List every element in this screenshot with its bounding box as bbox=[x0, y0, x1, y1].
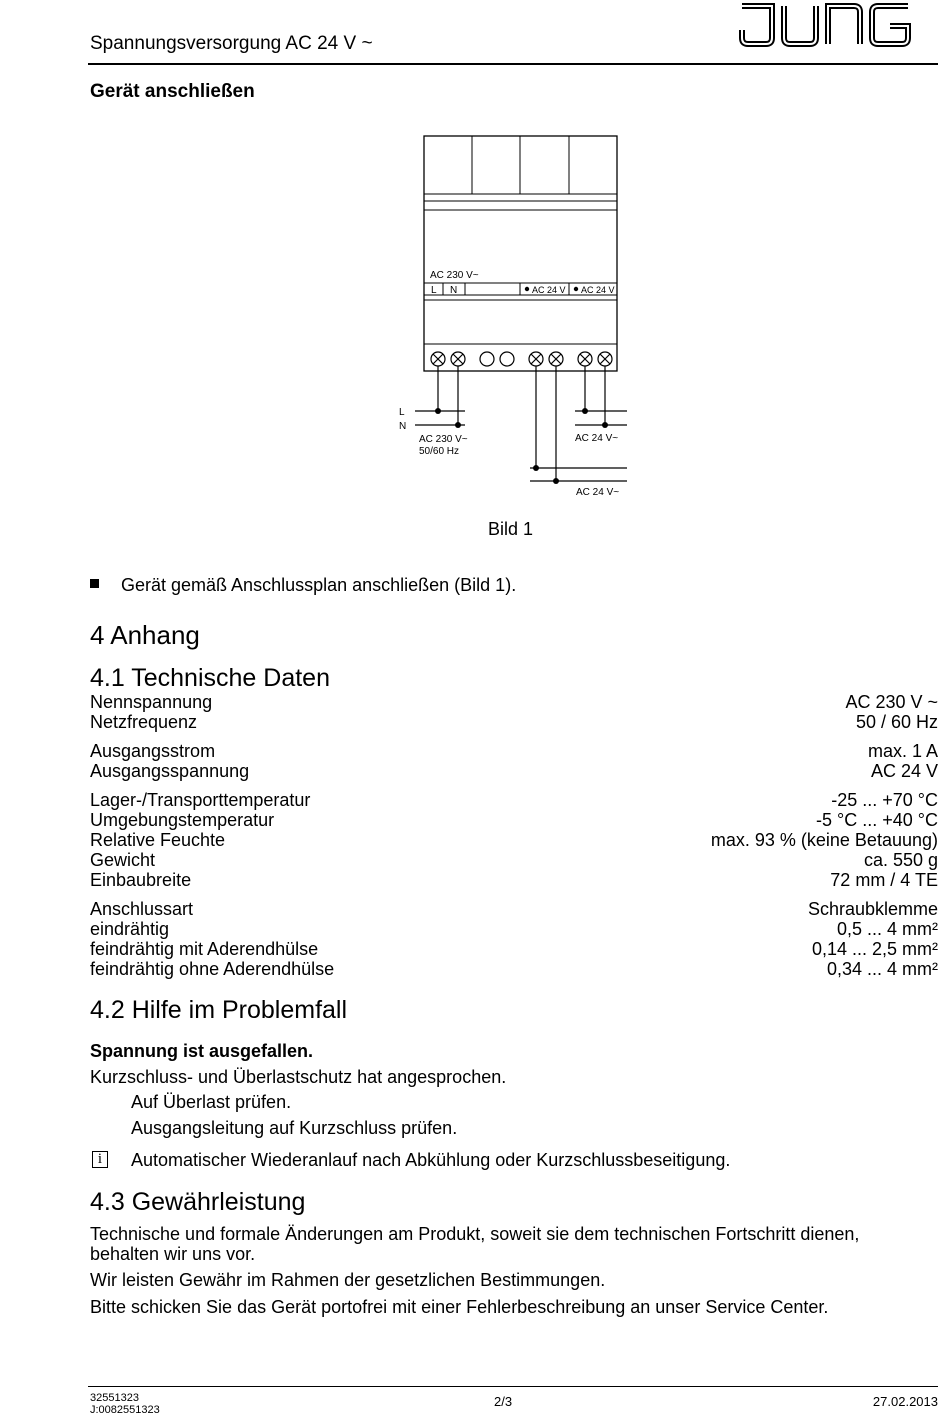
section-title: Gerät anschließen bbox=[90, 81, 255, 102]
document-number: J:0082551323 bbox=[90, 1404, 160, 1416]
input-label-frequency: 50/60 Hz bbox=[419, 446, 460, 457]
help-step-1: Auf Überlast prüfen. bbox=[131, 1092, 292, 1112]
row-value: 0,14 ... 2,5 mm² bbox=[811, 939, 938, 959]
instruction-text: Gerät gemäß Anschlussplan anschließen (Bild 1). bbox=[121, 575, 517, 595]
footer-date: 27.02.2013 bbox=[872, 1394, 938, 1409]
row-label: Ausgangsstrom bbox=[90, 741, 216, 761]
appendix-heading: 4 Anhang bbox=[90, 620, 200, 650]
row-value: -5 °C ... +40 °C bbox=[816, 810, 938, 830]
help-problem: Spannung ist ausgefallen. bbox=[90, 1041, 314, 1061]
footer-rule bbox=[88, 1386, 938, 1387]
row-value: 0,34 ... 4 mm² bbox=[826, 959, 938, 979]
warranty-paragraph-1: Technische und formale Änderungen am Produkt, soweit sie dem technischen Fortschritt dienen, behalten wir uns vor. bbox=[90, 1224, 860, 1264]
line-n-label: N bbox=[399, 421, 407, 432]
table-row bbox=[0, 741, 950, 761]
table-row bbox=[0, 919, 950, 939]
row-label: Netzfrequenz bbox=[90, 712, 198, 732]
document-title: Spannungsversorgung AC 24 V ~ bbox=[90, 33, 373, 54]
footer-codes bbox=[90, 1392, 160, 1416]
output-1-label: AC 24 V bbox=[532, 285, 566, 295]
row-label: Umgebungstemperatur bbox=[90, 810, 275, 830]
row-value: ca. 550 g bbox=[863, 850, 938, 870]
table-row bbox=[0, 939, 950, 959]
help-heading: 4.2 Hilfe im Problemfall bbox=[90, 996, 348, 1024]
figure-caption: Bild 1 bbox=[488, 519, 534, 539]
help-step-2: Ausgangsleitung auf Kurzschluss prüfen. bbox=[131, 1118, 458, 1138]
output-2-label: AC 24 V bbox=[581, 285, 615, 295]
warranty-heading: 4.3 Gewährleistung bbox=[90, 1188, 306, 1216]
article-number: 32551323 bbox=[90, 1392, 139, 1404]
terminal-n-label: N bbox=[450, 285, 458, 296]
warranty-paragraph-2: Wir leisten Gewähr im Rahmen der gesetzlichen Bestimmungen. bbox=[90, 1270, 606, 1290]
warranty-paragraph-3: Bitte schicken Sie das Gerät portofrei mit einer Fehlerbeschreibung an unser Service Center. bbox=[90, 1297, 829, 1317]
table-row bbox=[0, 870, 950, 890]
row-label: Anschlussart bbox=[90, 899, 194, 919]
table-row bbox=[0, 810, 950, 830]
help-info-text: Automatischer Wiederanlauf nach Abkühlung oder Kurzschlussbeseitigung. bbox=[131, 1150, 731, 1170]
row-value: 50 / 60 Hz bbox=[855, 712, 938, 732]
row-label: Relative Feuchte bbox=[90, 830, 226, 850]
table-row bbox=[0, 830, 950, 850]
diagram-top-label: AC 230 V~ bbox=[430, 270, 479, 281]
row-value: 72 mm / 4 TE bbox=[830, 870, 938, 890]
output-label-1: AC 24 V~ bbox=[575, 433, 619, 444]
jung-logo bbox=[738, 0, 938, 55]
row-value: 0,5 ... 4 mm² bbox=[836, 919, 938, 939]
tech-data-heading: 4.1 Technische Daten bbox=[90, 664, 330, 692]
help-cause: Kurzschluss- und Überlastschutz hat angesprochen. bbox=[90, 1067, 507, 1087]
row-value: -25 ... +70 °C bbox=[831, 790, 938, 810]
row-label: eindrähtig bbox=[90, 919, 170, 939]
row-label: Ausgangsspannung bbox=[90, 761, 250, 781]
table-row bbox=[0, 959, 950, 979]
row-label: Nennspannung bbox=[90, 692, 213, 712]
row-label: Lager-/Transporttemperatur bbox=[90, 790, 311, 810]
row-value: max. 93 % (keine Betauung) bbox=[710, 830, 938, 850]
table-row bbox=[0, 761, 950, 781]
row-value: max. 1 A bbox=[867, 741, 938, 761]
row-label: feindrähtig ohne Aderendhülse bbox=[90, 959, 335, 979]
row-label: Gewicht bbox=[90, 850, 156, 870]
terminal-l-label: L bbox=[431, 285, 437, 296]
table-row bbox=[0, 692, 950, 712]
input-label-voltage: AC 230 V~ bbox=[419, 434, 468, 445]
instruction-item bbox=[90, 575, 516, 596]
row-value: AC 230 V ~ bbox=[845, 692, 938, 712]
table-row bbox=[0, 850, 950, 870]
wiring-diagram bbox=[395, 128, 635, 513]
line-l-label: L bbox=[399, 407, 405, 418]
row-label: feindrähtig mit Aderendhülse bbox=[90, 939, 319, 959]
table-row bbox=[0, 899, 950, 919]
table-row bbox=[0, 790, 950, 810]
row-value: Schraubklemme bbox=[807, 899, 938, 919]
bullet-square-icon bbox=[90, 579, 99, 588]
row-value: AC 24 V bbox=[870, 761, 938, 781]
row-label: Einbaubreite bbox=[90, 870, 192, 890]
output-label-2: AC 24 V~ bbox=[576, 487, 620, 498]
page-number: 2/3 bbox=[494, 1394, 513, 1409]
header-rule bbox=[88, 63, 938, 65]
info-icon: i bbox=[92, 1151, 108, 1168]
table-row bbox=[0, 712, 950, 732]
